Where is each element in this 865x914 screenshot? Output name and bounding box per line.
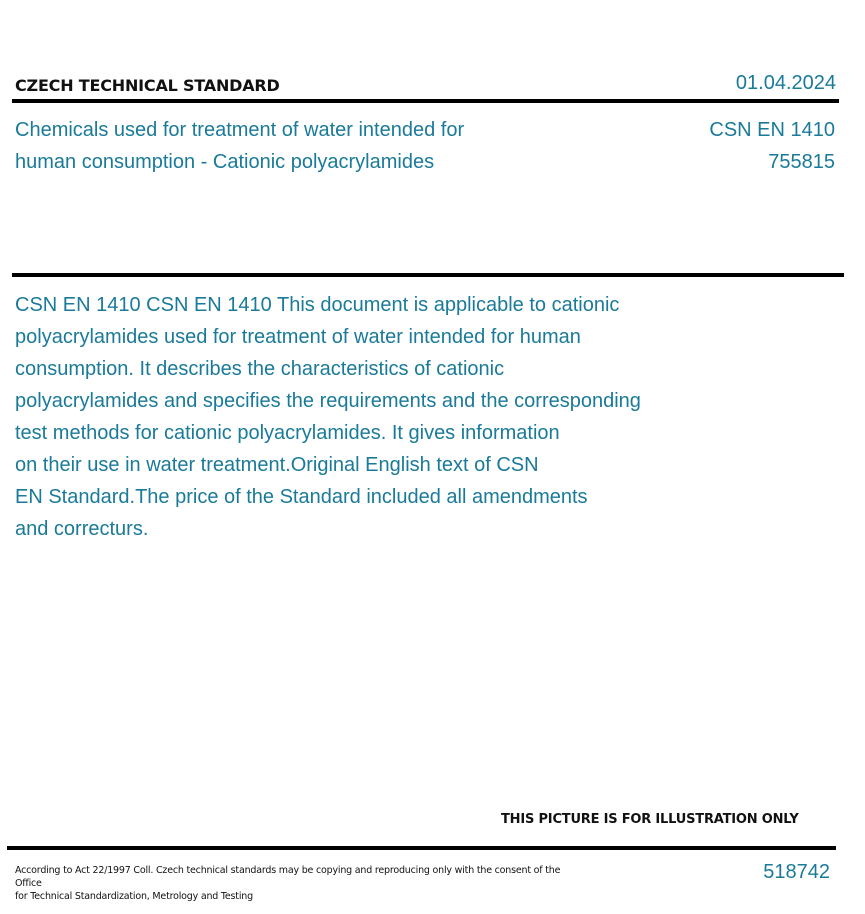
publication-date: 01.04.2024: [735, 72, 836, 94]
document-identifiers: [709, 114, 835, 178]
illustration-note: THIS PICTURE IS FOR ILLUSTRATION ONLY: [501, 812, 799, 827]
title-divider: [12, 273, 844, 277]
header-divider: [12, 99, 839, 103]
standard-number: CSN EN 1410: [709, 119, 835, 141]
document-title: Chemicals used for treatment of water intended for human consumption - Cationic polyacrylamides: [15, 119, 465, 173]
standard-header-title: CZECH TECHNICAL STANDARD: [15, 76, 280, 95]
document-code: 518742: [763, 861, 830, 883]
document-description: CSN EN 1410 CSN EN 1410 This document is applicable to cationic polyacrylamides used for treatment of water intended for human consumption. It describes the characteristics of cationic polyacrylamides and specifies the requirements and the corresponding test methods for cationic polyacrylamides. It gives information on their use in water treatment.Original English text of CSN EN Standard.The price of the Standard included all amendments and correcturs.: [15, 294, 641, 540]
class-code: 755815: [768, 151, 835, 173]
legal-notice: According to Act 22/1997 Coll. Czech technical standards may be copying and reproducing only with the consent of the Office for Technical Standardization, Metrology and Testing: [15, 865, 561, 902]
footer-divider: [7, 846, 836, 850]
